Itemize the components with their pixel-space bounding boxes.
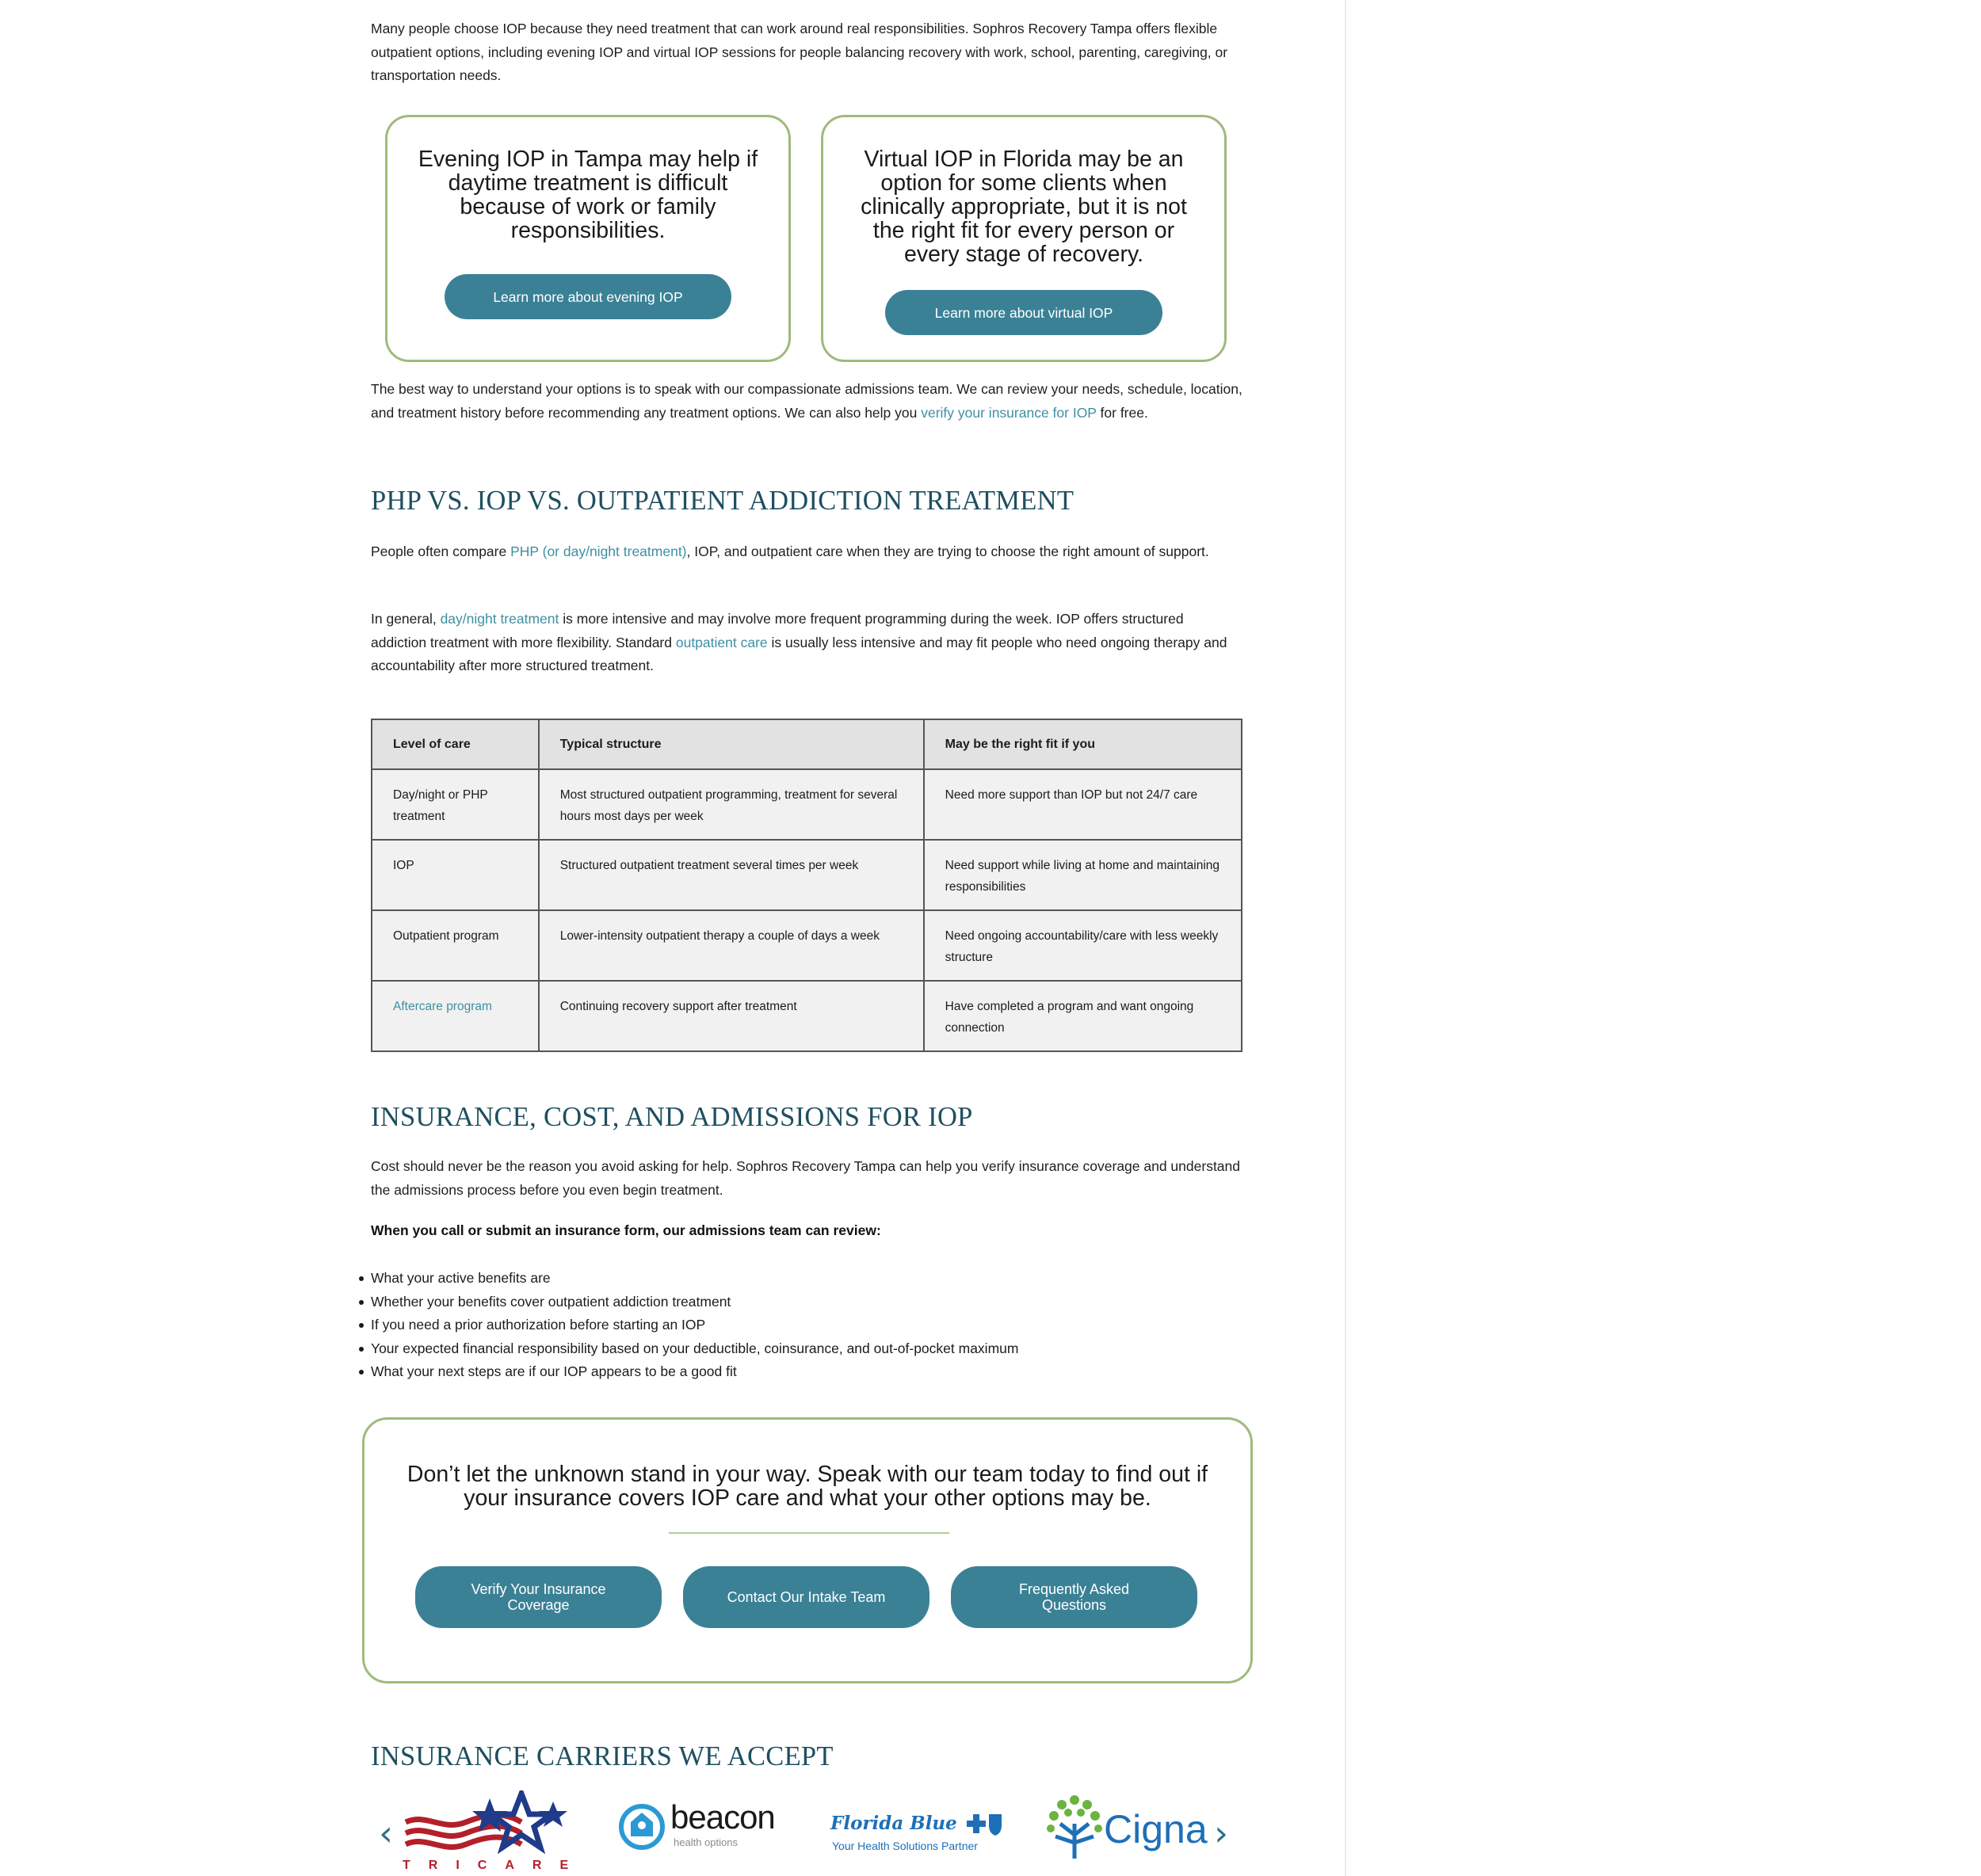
general-text-mid: is more intensive and may involve more frequent programming during the week. IOP offers structured addiction treatment with more flexibility. Standard bbox=[371, 611, 1184, 650]
cost-paragraph: Cost should never be the reason you avoid asking for help. Sophros Recovery Tampa can help you verify insurance coverage and understand the admissions process before you even begin treatment. bbox=[371, 1158, 1241, 1198]
aftercare-link[interactable]: Aftercare program bbox=[393, 1000, 492, 1013]
cta-buttons bbox=[415, 1566, 1197, 1628]
cta-divider bbox=[669, 1532, 949, 1534]
general-paragraph bbox=[371, 608, 1242, 678]
intro-paragraph: Many people choose IOP because they need treatment that can work around real responsibilities. Sophros Recovery Tampa offers flexible outpatient options, including evening IOP and virtual IOP sessions for people balancing recovery with work, school, parenting, caregiving, or transportation needs. bbox=[371, 21, 1228, 83]
day-night-link[interactable]: day/night treatment bbox=[440, 611, 559, 627]
table-cell: Continuing recovery support after treatment bbox=[539, 981, 924, 1051]
outpatient-care-link[interactable]: outpatient care bbox=[675, 634, 768, 650]
florida-blue-wordmark: Florida Blue bbox=[830, 1813, 957, 1834]
florida-blue-logo bbox=[830, 1806, 1005, 1854]
table-header: May be the right fit if you bbox=[924, 719, 1242, 769]
general-text-end: is usually less intensive and may fit people who need ongoing therapy and accountability after more structured treatment. bbox=[371, 634, 1227, 673]
review-intro: When you call or submit an insurance form, our admissions team can review: bbox=[371, 1222, 881, 1238]
table-cell: Need more support than IOP but not 24/7 care bbox=[924, 769, 1242, 840]
virtual-iop-button[interactable]: Learn more about virtual IOP bbox=[885, 290, 1162, 335]
cta-text: Don’t let the unknown stand in your way. Speak with our team today to find out if your insurance covers IOP care and what your other options may be. bbox=[407, 1462, 1208, 1511]
table-cell: Lower-intensity outpatient therapy a couple of days a week bbox=[539, 910, 924, 981]
page-divider bbox=[1345, 0, 1346, 1876]
levels-of-care-table bbox=[371, 719, 1242, 1052]
list-item: If you need a prior authorization before starting an IOP bbox=[371, 1314, 1018, 1337]
tricare-wordmark: TRICARE bbox=[403, 1859, 587, 1872]
table-row bbox=[372, 981, 1242, 1051]
list-item: Your expected financial responsibility based on your deductible, coinsurance, and out-of-pocket maximum bbox=[371, 1337, 1018, 1361]
table-cell: Outpatient program bbox=[372, 910, 539, 981]
best-way-paragraph bbox=[371, 378, 1242, 425]
php-link[interactable]: PHP (or day/night treatment) bbox=[510, 543, 687, 559]
evening-iop-card bbox=[385, 115, 791, 362]
table-header: Level of care bbox=[372, 719, 539, 769]
table-cell: Need support while living at home and maintaining responsibilities bbox=[924, 840, 1242, 910]
chevron-left-icon[interactable]: ‹ bbox=[379, 1813, 393, 1854]
evening-iop-text: Evening IOP in Tampa may help if daytime treatment is difficult because of work or family responsibilities. bbox=[418, 147, 758, 243]
list-item: What your next steps are if our IOP appears to be a good fit bbox=[371, 1360, 1018, 1384]
tricare-flag-icon bbox=[403, 1790, 569, 1859]
cigna-tree-icon bbox=[1044, 1792, 1105, 1859]
cta-box bbox=[362, 1417, 1253, 1683]
beacon-logo bbox=[616, 1798, 799, 1854]
table-cell: Day/night or PHP treatment bbox=[372, 769, 539, 840]
evening-iop-button[interactable]: Learn more about evening IOP bbox=[445, 274, 731, 319]
cigna-logo bbox=[1044, 1792, 1211, 1863]
insurance-section-heading: INSURANCE, COST, AND ADMISSIONS FOR IOP bbox=[371, 1102, 973, 1132]
verify-insurance-link[interactable]: verify your insurance for IOP bbox=[921, 404, 1097, 421]
beacon-tagline: health options bbox=[674, 1836, 738, 1848]
beacon-mark-icon bbox=[616, 1802, 667, 1852]
table-header: Typical structure bbox=[539, 719, 924, 769]
faq-button[interactable]: Frequently Asked Questions bbox=[951, 1566, 1197, 1628]
best-way-text: The best way to understand your options is to speak with our compassionate admissions team. We can review your needs, schedule, location, and treatment history before recommending any treatment options. We can also help you bbox=[371, 381, 1242, 421]
list-item: Whether your benefits cover outpatient addiction treatment bbox=[371, 1291, 1018, 1314]
table-cell: Have completed a program and want ongoing connection bbox=[924, 981, 1242, 1051]
table-cell: IOP bbox=[372, 840, 539, 910]
table-cell bbox=[372, 981, 539, 1051]
best-way-text-end: for free. bbox=[1096, 404, 1148, 421]
tricare-logo bbox=[403, 1790, 587, 1876]
verify-insurance-button[interactable]: Verify Your Insurance Coverage bbox=[415, 1566, 662, 1628]
compare-paragraph bbox=[371, 540, 1242, 564]
table-cell: Most structured outpatient programming, treatment for several hours most days per week bbox=[539, 769, 924, 840]
beacon-wordmark: beacon bbox=[670, 1798, 775, 1836]
carriers-heading: INSURANCE CARRIERS WE ACCEPT bbox=[371, 1741, 834, 1771]
table-header-row bbox=[372, 719, 1242, 769]
carriers-carousel bbox=[371, 1790, 1242, 1876]
chevron-right-icon[interactable]: › bbox=[1214, 1813, 1228, 1854]
compare-text: People often compare bbox=[371, 543, 511, 559]
list-item: What your active benefits are bbox=[371, 1267, 1018, 1291]
general-text: In general, bbox=[371, 611, 441, 627]
cigna-wordmark: Cigna bbox=[1104, 1807, 1208, 1851]
php-section-heading: PHP VS. IOP VS. OUTPATIENT ADDICTION TREATMENT bbox=[371, 486, 1074, 516]
table-row bbox=[372, 840, 1242, 910]
florida-blue-tagline: Your Health Solutions Partner bbox=[832, 1840, 978, 1852]
contact-intake-button[interactable]: Contact Our Intake Team bbox=[683, 1566, 929, 1628]
blue-cross-shield-icon bbox=[967, 1813, 1003, 1836]
table-cell: Need ongoing accountability/care with less weekly structure bbox=[924, 910, 1242, 981]
virtual-iop-card bbox=[821, 115, 1227, 362]
table-cell: Structured outpatient treatment several times per week bbox=[539, 840, 924, 910]
table-row bbox=[372, 769, 1242, 840]
table-row bbox=[372, 910, 1242, 981]
virtual-iop-text: Virtual IOP in Florida may be an option for some clients when clinically appropriate, but it is not the right fit for every person or every stage of recovery. bbox=[861, 147, 1187, 267]
benefits-list bbox=[371, 1267, 1018, 1384]
compare-text-end: , IOP, and outpatient care when they are trying to choose the right amount of support. bbox=[686, 543, 1209, 559]
